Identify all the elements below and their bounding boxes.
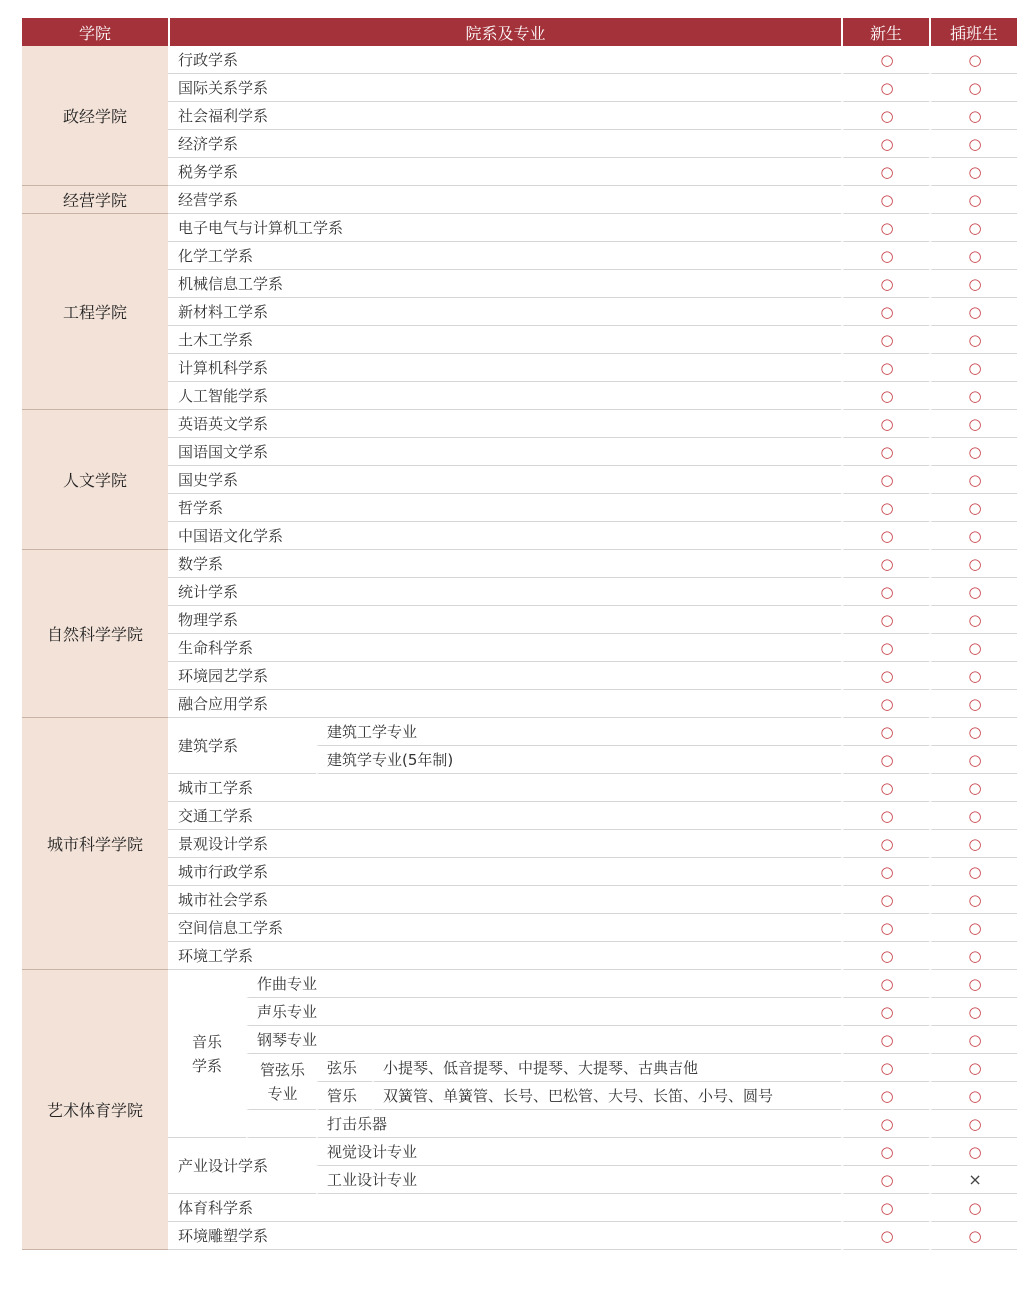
college-name: 政经学院	[22, 46, 168, 186]
freshman-mark: ○	[841, 46, 929, 74]
table-row	[22, 1138, 1017, 1166]
transfer-mark: ○	[929, 634, 1017, 662]
transfer-mark: ×	[929, 1166, 1017, 1194]
freshman-mark: ○	[841, 606, 929, 634]
table-row	[22, 942, 1017, 970]
freshman-mark: ○	[841, 1082, 929, 1110]
major-name: 建筑工学专业	[316, 718, 841, 746]
table-row	[22, 578, 1017, 606]
transfer-mark: ○	[929, 746, 1017, 774]
freshman-mark: ○	[841, 746, 929, 774]
table-row	[22, 186, 1017, 214]
dept-name: 土木工学系	[168, 326, 841, 354]
freshman-mark: ○	[841, 802, 929, 830]
college-name: 人文学院	[22, 410, 168, 550]
transfer-mark: ○	[929, 718, 1017, 746]
dept-name: 环境工学系	[168, 942, 841, 970]
dept-name: 数学系	[168, 550, 841, 578]
dept-name: 机械信息工学系	[168, 270, 841, 298]
freshman-mark: ○	[841, 242, 929, 270]
transfer-mark: ○	[929, 326, 1017, 354]
transfer-mark: ○	[929, 46, 1017, 74]
transfer-mark: ○	[929, 998, 1017, 1026]
freshman-mark: ○	[841, 270, 929, 298]
freshman-mark: ○	[841, 550, 929, 578]
table-row	[22, 690, 1017, 718]
college-name: 艺术体育学院	[22, 970, 168, 1250]
strings-label: 弦乐	[316, 1054, 372, 1082]
freshman-mark: ○	[841, 466, 929, 494]
table-row	[22, 46, 1017, 74]
table-row	[22, 858, 1017, 886]
college-name: 工程学院	[22, 214, 168, 410]
transfer-mark: ○	[929, 942, 1017, 970]
major-name: 工业设计专业	[316, 1166, 841, 1194]
freshman-mark: ○	[841, 522, 929, 550]
dept-name: 物理学系	[168, 606, 841, 634]
freshman-mark: ○	[841, 382, 929, 410]
freshman-mark: ○	[841, 970, 929, 998]
dept-name: 计算机科学系	[168, 354, 841, 382]
freshman-mark: ○	[841, 354, 929, 382]
freshman-mark: ○	[841, 298, 929, 326]
transfer-mark: ○	[929, 886, 1017, 914]
table-row	[22, 802, 1017, 830]
dept-name: 人工智能学系	[168, 382, 841, 410]
transfer-mark: ○	[929, 1110, 1017, 1138]
freshman-mark: ○	[841, 998, 929, 1026]
table-row	[22, 774, 1017, 802]
winds-label: 管乐	[316, 1082, 372, 1110]
transfer-mark: ○	[929, 690, 1017, 718]
dept-name: 建筑学系	[168, 718, 316, 774]
transfer-mark: ○	[929, 298, 1017, 326]
music-dept-l1: 音乐	[191, 1032, 222, 1051]
transfer-mark: ○	[929, 438, 1017, 466]
freshman-mark: ○	[841, 690, 929, 718]
dept-name: 社会福利学系	[168, 102, 841, 130]
major-name: 建筑学专业(5年制)	[316, 746, 841, 774]
dept-name: 国语国文学系	[168, 438, 841, 466]
freshman-mark: ○	[841, 102, 929, 130]
table-row	[22, 830, 1017, 858]
dept-name: 城市工学系	[168, 774, 841, 802]
strings-instruments: 小提琴、低音提琴、中提琴、大提琴、古典吉他	[372, 1054, 841, 1082]
freshman-mark: ○	[841, 1222, 929, 1250]
freshman-mark: ○	[841, 634, 929, 662]
music-dept-name	[168, 970, 246, 1138]
dept-name: 城市行政学系	[168, 858, 841, 886]
header-freshman: 新生	[841, 18, 929, 46]
freshman-mark: ○	[841, 214, 929, 242]
freshman-mark: ○	[841, 886, 929, 914]
dept-name: 空间信息工学系	[168, 914, 841, 942]
transfer-mark: ○	[929, 74, 1017, 102]
freshman-mark: ○	[841, 774, 929, 802]
table-row	[22, 1194, 1017, 1222]
table-row	[22, 718, 1017, 746]
table-row	[22, 74, 1017, 102]
transfer-mark: ○	[929, 802, 1017, 830]
orchestra-l1: 管弦乐	[259, 1060, 305, 1079]
winds-instruments: 双簧管、单簧管、长号、巴松管、大号、长笛、小号、圆号	[372, 1082, 841, 1110]
admission-table	[22, 18, 1017, 1250]
transfer-mark: ○	[929, 830, 1017, 858]
freshman-mark: ○	[841, 830, 929, 858]
table-row	[22, 158, 1017, 186]
transfer-mark: ○	[929, 214, 1017, 242]
dept-name: 交通工学系	[168, 802, 841, 830]
music-dept-l2: 学系	[191, 1056, 222, 1075]
transfer-mark: ○	[929, 606, 1017, 634]
freshman-mark: ○	[841, 718, 929, 746]
dept-name: 经营学系	[168, 186, 841, 214]
table-row	[22, 662, 1017, 690]
dept-name: 税务学系	[168, 158, 841, 186]
major-name: 钢琴专业	[246, 1026, 841, 1054]
transfer-mark: ○	[929, 662, 1017, 690]
dept-name: 中国语文化学系	[168, 522, 841, 550]
table-row	[22, 410, 1017, 438]
dept-name: 英语英文学系	[168, 410, 841, 438]
table-body	[22, 46, 1017, 1250]
table-row	[22, 914, 1017, 942]
dept-name: 国际关系学系	[168, 74, 841, 102]
table-row	[22, 466, 1017, 494]
transfer-mark: ○	[929, 130, 1017, 158]
orchestra-l2: 专业	[267, 1084, 298, 1103]
dept-name: 生命科学系	[168, 634, 841, 662]
transfer-mark: ○	[929, 494, 1017, 522]
header-dept: 院系及专业	[168, 18, 841, 46]
transfer-mark: ○	[929, 102, 1017, 130]
college-name: 经营学院	[22, 186, 168, 214]
table-row	[22, 550, 1017, 578]
table-row	[22, 886, 1017, 914]
freshman-mark: ○	[841, 494, 929, 522]
dept-name: 环境园艺学系	[168, 662, 841, 690]
dept-name: 统计学系	[168, 578, 841, 606]
transfer-mark: ○	[929, 270, 1017, 298]
table-row	[22, 242, 1017, 270]
major-name: 视觉设计专业	[316, 1138, 841, 1166]
freshman-mark: ○	[841, 858, 929, 886]
transfer-mark: ○	[929, 550, 1017, 578]
transfer-mark: ○	[929, 242, 1017, 270]
dept-name: 新材料工学系	[168, 298, 841, 326]
freshman-mark: ○	[841, 326, 929, 354]
transfer-mark: ○	[929, 1138, 1017, 1166]
freshman-mark: ○	[841, 578, 929, 606]
freshman-mark: ○	[841, 1194, 929, 1222]
transfer-mark: ○	[929, 410, 1017, 438]
dept-name: 环境雕塑学系	[168, 1222, 841, 1250]
dept-name: 行政学系	[168, 46, 841, 74]
dept-name: 化学工学系	[168, 242, 841, 270]
table-row	[22, 970, 1017, 998]
transfer-mark: ○	[929, 1054, 1017, 1082]
table-row	[22, 494, 1017, 522]
transfer-mark: ○	[929, 858, 1017, 886]
admission-table-container	[22, 18, 1017, 1250]
table-row	[22, 438, 1017, 466]
dept-name: 融合应用学系	[168, 690, 841, 718]
table-row	[22, 130, 1017, 158]
orchestra-major-name	[246, 1054, 316, 1110]
transfer-mark: ○	[929, 1082, 1017, 1110]
table-row	[22, 102, 1017, 130]
dept-name: 城市社会学系	[168, 886, 841, 914]
header-college: 学院	[22, 18, 168, 46]
dept-name: 经济学系	[168, 130, 841, 158]
table-row	[22, 326, 1017, 354]
dept-name: 哲学系	[168, 494, 841, 522]
transfer-mark: ○	[929, 774, 1017, 802]
freshman-mark: ○	[841, 158, 929, 186]
table-row	[22, 1222, 1017, 1250]
transfer-mark: ○	[929, 578, 1017, 606]
major-name: 作曲专业	[246, 970, 841, 998]
table-row	[22, 382, 1017, 410]
percussion-spacer	[246, 1110, 316, 1138]
table-row	[22, 522, 1017, 550]
freshman-mark: ○	[841, 914, 929, 942]
table-row	[22, 298, 1017, 326]
transfer-mark: ○	[929, 382, 1017, 410]
transfer-mark: ○	[929, 354, 1017, 382]
header-transfer: 插班生	[929, 18, 1017, 46]
transfer-mark: ○	[929, 158, 1017, 186]
table-row	[22, 354, 1017, 382]
dept-name: 景观设计学系	[168, 830, 841, 858]
transfer-mark: ○	[929, 522, 1017, 550]
table-row	[22, 270, 1017, 298]
transfer-mark: ○	[929, 1222, 1017, 1250]
dept-name: 电子电气与计算机工学系	[168, 214, 841, 242]
major-name: 声乐专业	[246, 998, 841, 1026]
freshman-mark: ○	[841, 1138, 929, 1166]
percussion-label: 打击乐器	[316, 1110, 841, 1138]
freshman-mark: ○	[841, 74, 929, 102]
dept-name: 国史学系	[168, 466, 841, 494]
college-name: 自然科学学院	[22, 550, 168, 718]
transfer-mark: ○	[929, 914, 1017, 942]
header-row	[22, 18, 1017, 46]
table-row	[22, 634, 1017, 662]
dept-name: 体育科学系	[168, 1194, 841, 1222]
transfer-mark: ○	[929, 466, 1017, 494]
table-row	[22, 214, 1017, 242]
table-row	[22, 606, 1017, 634]
transfer-mark: ○	[929, 970, 1017, 998]
freshman-mark: ○	[841, 1110, 929, 1138]
freshman-mark: ○	[841, 130, 929, 158]
freshman-mark: ○	[841, 1166, 929, 1194]
transfer-mark: ○	[929, 186, 1017, 214]
freshman-mark: ○	[841, 438, 929, 466]
transfer-mark: ○	[929, 1194, 1017, 1222]
freshman-mark: ○	[841, 662, 929, 690]
dept-name: 产业设计学系	[168, 1138, 316, 1194]
freshman-mark: ○	[841, 942, 929, 970]
freshman-mark: ○	[841, 186, 929, 214]
freshman-mark: ○	[841, 1026, 929, 1054]
freshman-mark: ○	[841, 1054, 929, 1082]
freshman-mark: ○	[841, 410, 929, 438]
transfer-mark: ○	[929, 1026, 1017, 1054]
college-name: 城市科学学院	[22, 718, 168, 970]
